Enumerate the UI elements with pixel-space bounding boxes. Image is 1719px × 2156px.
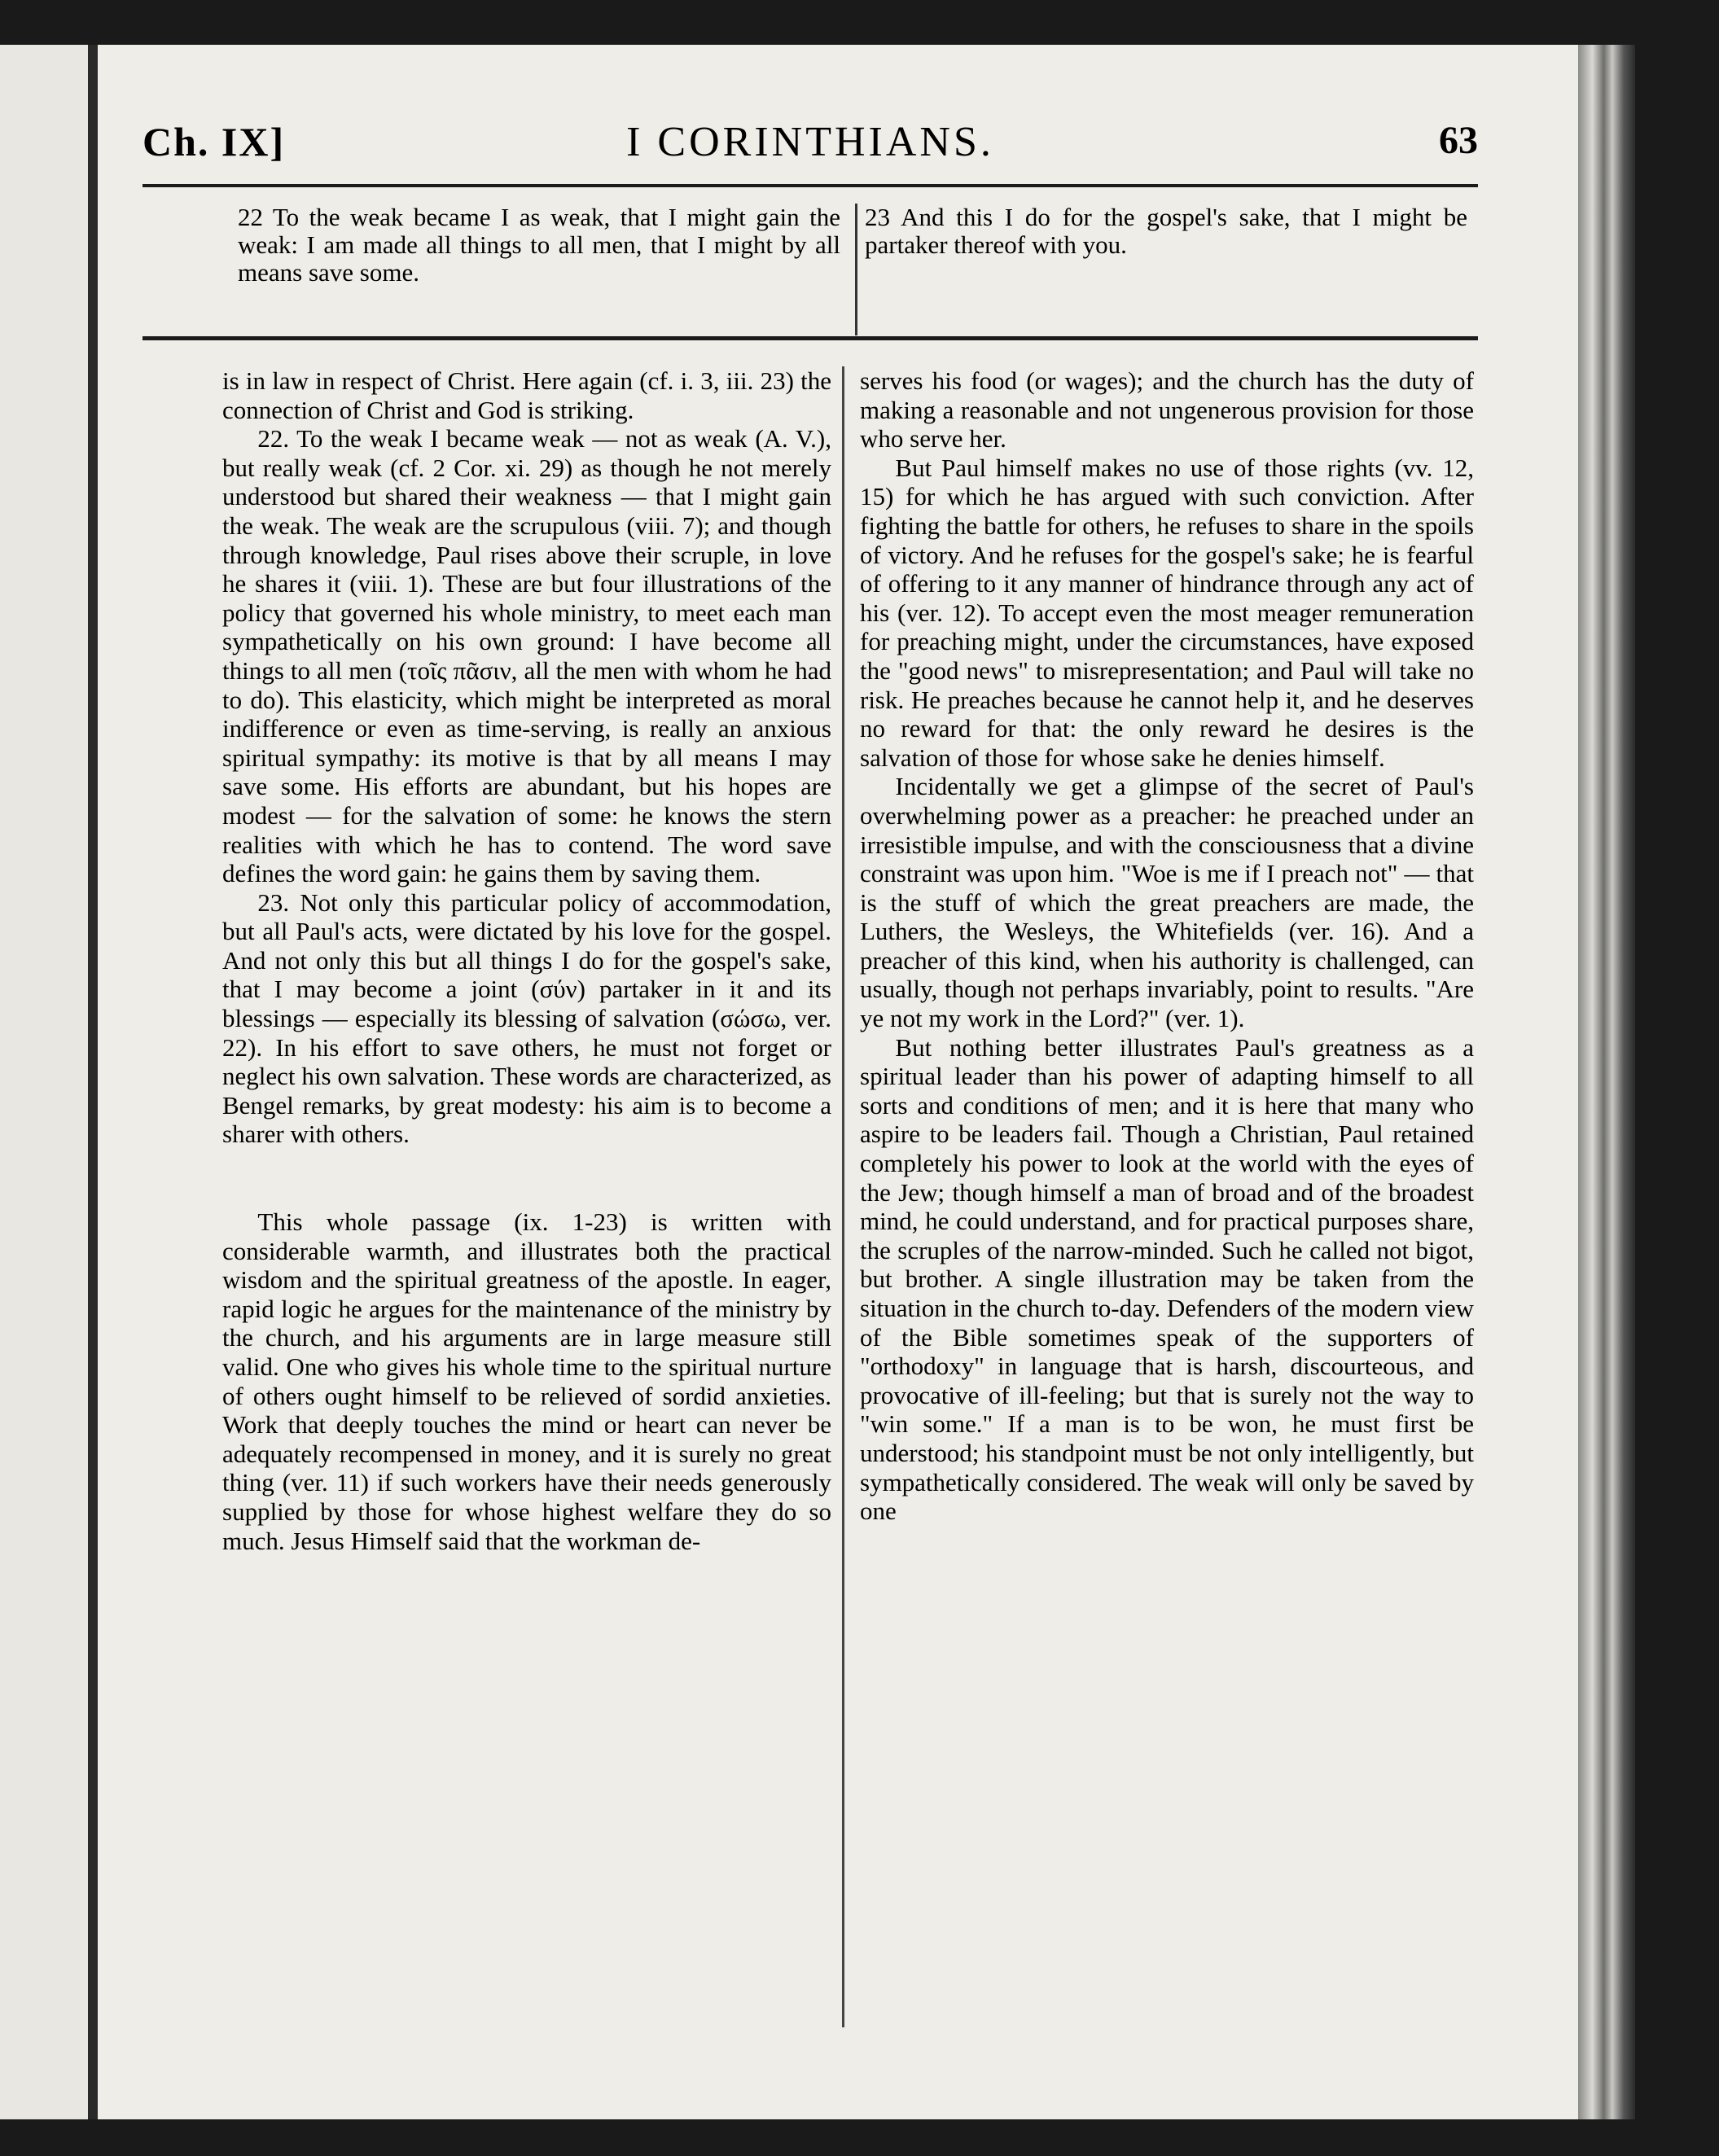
verse-right bbox=[865, 204, 1467, 259]
commentary-paragraph: is in law in respect of Christ. Here again (cf. i. 3, iii. 23) the connection of Christ and God is striking. bbox=[222, 366, 831, 424]
commentary-paragraph: serves his food (or wages); and the church has the duty of making a reasonable and not ungenerous provision for those who serve her. bbox=[860, 366, 1474, 454]
running-header bbox=[143, 118, 1478, 183]
page-number: 63 bbox=[1439, 119, 1478, 162]
page-stack-edge bbox=[1578, 45, 1635, 2119]
commentary-paragraph: But nothing better illustrates Paul's greatness as a spiritual leader than his power of adapting himself to all sorts and conditions of men; and it is here that many who aspire to be leaders fail. Though a Christian, Paul retained completely his power to look at the world with the eyes of the Jew; though himself a man of broad and of the broadest mind, he could understand, and for practical purposes share, the scruples of the narrow-minded. Such he called not bigot, but brother. A single illustration may be taken from the situation in the church to-day. Defenders of the modern view of the Bible sometimes speak of the supporters of "orthodoxy" in language that is harsh, discourteous, and provocative of ill-feeling; but that is surely not the way to "win some." If a man is to be won, he must first be understood; his standpoint must be not only intelligently, but sympathetically considered. The weak will only be saved by one bbox=[860, 1032, 1474, 1526]
verse-commentary-rule bbox=[143, 336, 1478, 340]
commentary-paragraph: But Paul himself makes no use of those rights (vv. 12, 15) for which he has argued with such conviction. After fighting the battle for others, he refuses to share in the spoils of victory. And he refuses for the gospel's sake; he is fearful of offering to it any manner of hindrance through any act of his (ver. 12). To accept even the most meager remuneration for preaching might, under the circumstances, have exposed the "good news" to misrepresentation; and Paul will take no risk. He preaches because he cannot help it, and he deserves no reward for that: the only reward he desires is the salvation of those for whose sake he denies himself. bbox=[860, 453, 1474, 772]
verse-left bbox=[238, 204, 840, 287]
book-title: I CORINTHIANS. bbox=[626, 119, 994, 165]
chapter-label: Ch. IX] bbox=[143, 119, 286, 164]
commentary-paragraph: 22. To the weak I became weak — not as weak (A. V.), but really weak (cf. 2 Cor. xi. 29) as though he not merely understood but shared their weakness — that I might gain the weak. The weak are the scrupulous (viii. 7); and though through knowledge, Paul rises above their scruple, in love he shares it (viii. 1). These are but four illustrations of the policy that governed his whole ministry, to meet each man sympathetically on his own ground: I have become all things to all men (τοῖς πᾶσιν, all the men with whom he had to do). This elasticity, which might be interpreted as moral indifference or even as time-serving, is really an anxious spiritual sympathy: its motive is that by all means I may save some. His efforts are abundant, but his hopes are modest — for the salvation of some: he knows the stern realities with which he has to contend. The word save defines the word gain: he gains them by saving them. bbox=[222, 424, 831, 888]
commentary-left-column bbox=[222, 366, 831, 1555]
commentary-column-divider bbox=[842, 366, 844, 2027]
commentary-paragraph: Incidentally we get a glimpse of the secret of Paul's overwhelming power as a preacher: he preached under an irresistible impulse, and with the consciousness that a divine constraint was upon him. "Woe is me if I preach not" — that is the stuff of which the great preachers are made, the Luthers, the Wesleys, the Whitefields (ver. 16). And a preacher of this kind, when his authority is challenged, can usually, though not perhaps invariably, point to results. "Are ye not my work in the Lord?" (ver. 1). bbox=[860, 772, 1474, 1033]
commentary-paragraph: This whole passage (ix. 1-23) is written with considerable warmth, and illustrates both the practical wisdom and the spiritual greatness of the apostle. In eager, rapid logic he argues for the maintenance of the ministry by the church, and his arguments are in large measure still valid. One who gives his whole time to the spiritual nurture of others ought himself to be relieved of sordid anxieties. Work that deeply touches the mind or heart can never be adequately recompensed in money, and it is surely no great thing (ver. 11) if such workers have their needs generously supplied by those for whose highest welfare they do so much. Jesus Himself said that the workman de- bbox=[222, 1207, 831, 1555]
verse-column-divider bbox=[855, 204, 857, 335]
header-rule bbox=[143, 184, 1478, 187]
verse-22: 22 To the weak became I as weak, that I might gain the weak: I am made all things to all men, that I might by all means save some. bbox=[238, 203, 840, 287]
book-gutter bbox=[88, 45, 98, 2119]
commentary-paragraph: 23. Not only this particular policy of accommodation, but all Paul's acts, were dictated by his love for the gospel. And not only this but all things I do for the gospel's sake, that I may become a joint (σύν) partaker in it and its blessings — especially its blessing of salvation (σώσω, ver. 22). In his effort to save others, he must not forget or neglect his own salvation. These words are characterized, as Bengel remarks, by great modesty: his aim is to become a sharer with others. bbox=[222, 887, 831, 1149]
facing-page-edge bbox=[0, 45, 88, 2119]
verse-23: 23 And this I do for the gospel's sake, that I might be partaker thereof with you. bbox=[865, 203, 1467, 259]
commentary-right-column bbox=[860, 366, 1474, 1526]
